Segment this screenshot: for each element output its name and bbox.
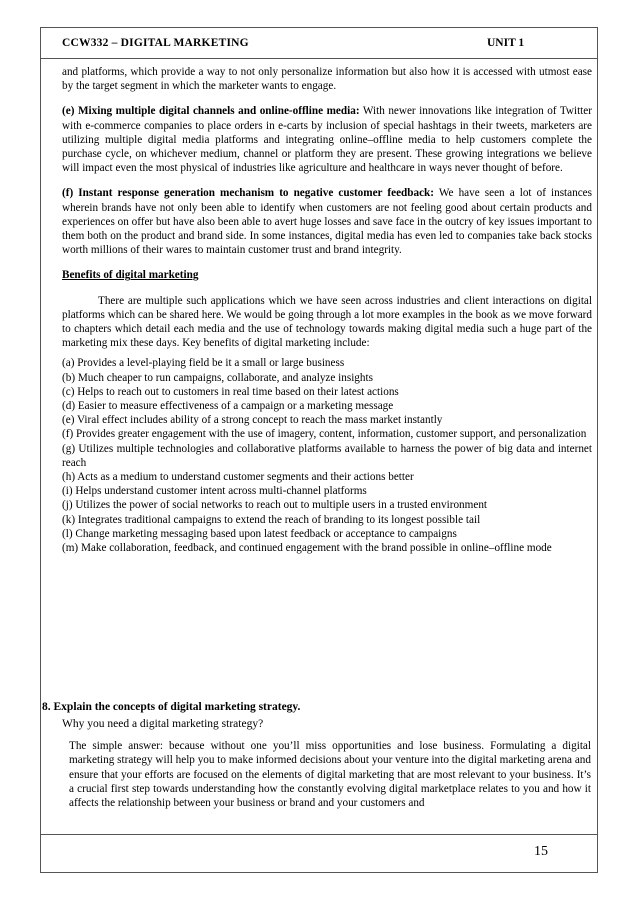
question-heading: 8. Explain the concepts of digital marketing strategy. (42, 701, 301, 713)
benefits-list (62, 356, 592, 555)
list-item: (k) Integrates traditional campaigns to extend the reach of branding to its longest possible tail (62, 513, 481, 526)
answer-paragraph (69, 739, 591, 810)
list-item: (f) Provides greater engagement with the use of imagery, content, information, customer support, and personalization (62, 428, 587, 441)
list-item: (m) Make collaboration, feedback, and continued engagement with the brand possible in online–offline mode (62, 542, 552, 555)
page-body (62, 65, 592, 555)
item-f-heading: Instant response generation mechanism to negative customer feedback: (78, 187, 434, 200)
list-item: (a) Provides a level-playing field be it a small or large business (62, 357, 345, 370)
item-f-text: We have seen a lot of instances wherein brands have not only been able to identify when customers are not feeling good about certain products and experiences on offer but have also been able to avert huge losses and save face in the outcry of key issues important to them both on the product and brand side. In some instances, digital media has even led to companies take back stocks worth millions of their wares to maintain customer trust and brand integrity. (62, 187, 593, 257)
item-e-text: With newer innovations like integration of Twitter with e-commerce companies to place orders in e-carts by inclusion of special hashtags in their tweets, marketers are utilizing multiple digital media platforms and integrating online–offline media to help customers complete the purchase cycle, on whichever medium, channel or platform they are present. These growing integrations we believe will impact even the most physical of industries like agriculture and healthcare in ways never thought of before. (62, 105, 592, 175)
item-e-marker: (e) (62, 105, 75, 118)
list-item: (c) Helps to reach out to customers in real time based on their latest actions (62, 385, 399, 398)
item-f-paragraph (62, 186, 592, 257)
list-item: (b) Much cheaper to run campaigns, collaborate, and analyze insights (62, 371, 373, 384)
list-item: (e) Viral effect includes ability of a strong concept to reach the mass market instantly (62, 414, 443, 427)
benefits-heading: Benefits of digital marketing (62, 269, 199, 282)
benefits-intro: There are multiple such applications which we have seen across industries and client interactions on digital platforms which can be shared here. We would be going through a lot more examples in the book as we move forward to chapters which detail each media and the use of technology towards making digital media such a huge part of the marketing mix these days. Key benefits of digital marketing include: (62, 294, 592, 350)
item-e-paragraph (62, 104, 592, 175)
list-item: (j) Utilizes the power of social networks to reach out to multiple users in a trusted environment (62, 499, 488, 512)
list-item: (l) Change marketing messaging based upon latest feedback or acceptance to campaigns (62, 527, 457, 540)
page-number: 15 (534, 844, 548, 859)
answer-text: The simple answer: because without one you’ll miss opportunities and lose business. Formulating a digital marketing strategy will help you to make informed decisions about your venture into the digital marketing arena and ensure that your efforts are focused on the elements of digital marketing that are most relevant to your business. It’s a crucial first step towards understanding how the constantly evolving digital marketplace relates to you and how it affects the relationship between your business or brand and your customers and (69, 740, 591, 810)
course-title: CCW332 – DIGITAL MARKETING (62, 37, 249, 49)
list-item: (h) Acts as a medium to understand customer segments and their actions better (62, 471, 414, 484)
subquestion: Why you need a digital marketing strategy? (62, 718, 264, 730)
unit-label: UNIT 1 (487, 37, 525, 49)
intro-paragraph: and platforms, which provide a way to not only personalize information but also how it is accessed with utmost ease by the target segment in which the marketer wants to engage. (62, 66, 592, 93)
footer-rule (40, 834, 598, 835)
list-item: (g) Utilizes multiple technologies and collaborative platforms available to harness the power of big data and internet reach (62, 442, 592, 469)
item-f-marker: (f) (62, 187, 74, 200)
item-e-heading: Mixing multiple digital channels and online-offline media: (77, 105, 360, 118)
list-item: (i) Helps understand customer intent across multi-channel platforms (62, 485, 367, 498)
list-item: (d) Easier to measure effectiveness of a campaign or a marketing message (62, 400, 394, 413)
header-rule (40, 58, 598, 59)
